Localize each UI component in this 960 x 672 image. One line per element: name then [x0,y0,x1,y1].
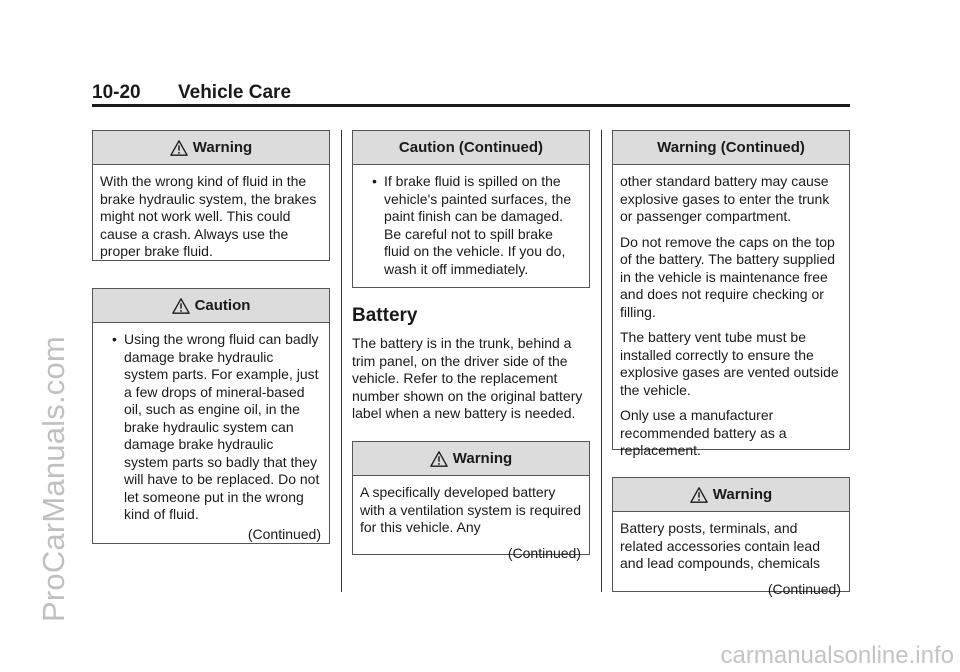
warning-box-title: Warning [192,139,253,156]
warning-box-header [613,478,849,512]
side-watermark: ProCarManuals.com [36,336,71,622]
bullet-dot-icon: • [372,173,377,189]
warning-box-lead [612,477,850,597]
battery-paragraph: The battery is in the trunk, behind a trim panel, on the driver side of the vehicle. Refer to the replacement number shown on the original battery label when a new battery is needed. [352,335,583,421]
continued-label: (Continued) [507,544,581,561]
warning-paragraph: Only use a manufacturer recommended battery as a replacement. [620,407,787,458]
warning-triangle-icon [170,139,188,157]
warning-triangle-icon [690,486,708,504]
warning-triangle-icon [430,450,448,468]
bottom-watermark: carmanualsonline.info [720,642,954,669]
column-divider [341,130,342,592]
warning-box-continued [612,130,850,458]
warning-triangle-icon [172,297,190,315]
bullet-dot-icon: • [112,331,117,347]
caution-box-continued [352,130,590,288]
warning-box-brake-fluid [92,130,330,261]
warning-paragraph: other standard battery may cause explosive gases to enter the trunk or passenger compartment. [620,173,830,224]
warning-box-header [93,131,329,165]
warning-box-header [613,131,849,165]
page-header [92,82,850,107]
warning-box-text: With the wrong kind of fluid in the brake hydraulic system, the brakes might not work well. This could cause a crash. Always use the proper brake fluid. [100,173,317,259]
warning-box-title: Warning (Continued) [657,139,805,156]
warning-box-text: Battery posts, terminals, and related accessories contain lead and lead compounds, chemicals [620,520,821,571]
list-item [100,331,321,524]
continued-label: (Continued) [767,580,841,597]
caution-box-header [93,289,329,323]
warning-box-title: Warning [712,486,773,503]
warning-paragraph: Do not remove the caps on the top of the battery. The battery supplied in the vehicle is maintenance free and does not require checking or filling. [620,233,836,320]
battery-heading: Battery [352,305,418,326]
section-title: Vehicle Care [178,82,292,103]
caution-box-header [353,131,589,165]
column-divider [601,130,602,592]
page-number: 10-20 [92,82,141,103]
warning-box-battery [352,441,590,561]
caution-box-title: Caution [194,297,251,314]
caution-box-wrong-fluid [92,288,330,544]
warning-paragraph: The battery vent tube must be installed correctly to ensure the explosive gases are vented outside the vehicle. [620,329,839,398]
warning-box-title: Warning [452,450,513,467]
caution-bullet-text: Using the wrong fluid can badly damage brake hydraulic system parts. For example, just a few drops of mineral-based oil, such as engine oil, in the brake hydraulic system can damage brake hydraulic system parts so badly that they will have to be replaced. Do not let someone put in the wrong kind of fluid. [124,331,320,522]
caution-bullet-text: If brake fluid is spilled on the vehicle's painted surfaces, the paint finish can be damaged. Be careful not to spill brake fluid on the vehicle. If you do, wash it off immediately. [384,173,572,277]
warning-box-text: A specifically developed battery with a ventilation system is required for this vehicle. Any [360,484,581,535]
caution-box-title: Caution (Continued) [398,139,544,156]
continued-label: (Continued) [247,525,321,542]
warning-box-header [353,442,589,476]
list-item [360,173,581,278]
